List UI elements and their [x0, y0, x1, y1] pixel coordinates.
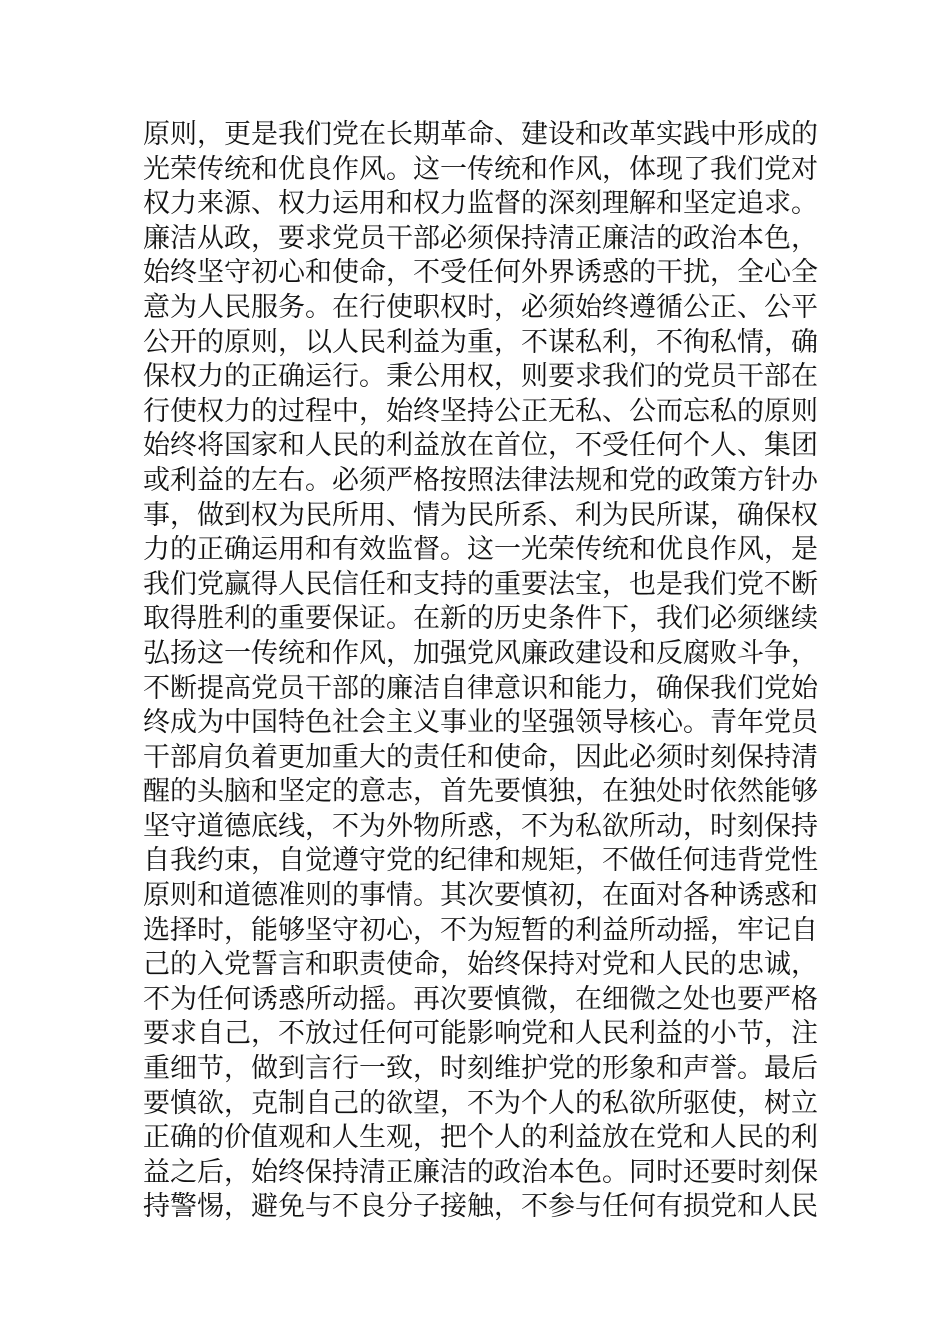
text-line: 要慎欲，克制自己的欲望，不为个人的私欲所驱使，树立 — [143, 1087, 818, 1119]
text-line: 行使权力的过程中，始终坚持公正无私、公而忘私的原则 — [143, 395, 818, 427]
body-text — [143, 118, 818, 1225]
text-line: 原则，更是我们党在长期革命、建设和改革实践中形成的 — [143, 119, 818, 150]
text-line: 持警惕，避免与不良分子接触，不参与任何有损党和人民 — [143, 1191, 818, 1223]
text-line: 益之后，始终保持清正廉洁的政治本色。同时还要时刻保 — [143, 1156, 818, 1188]
text-line: 力的正确运用和有效监督。这一光荣传统和优良作风，是 — [143, 534, 818, 566]
text-line: 选择时，能够坚守初心，不为短暂的利益所动摇，牢记自 — [143, 914, 818, 946]
text-line: 权力来源、权力运用和权力监督的深刻理解和坚定追求。 — [143, 188, 818, 220]
text-line: 自我约束，自觉遵守党的纪律和规矩，不做任何违背党性 — [143, 845, 818, 877]
text-line: 不为任何诱惑所动摇。再次要慎微，在细微之处也要严格 — [143, 983, 818, 1015]
text-line: 干部肩负着更加重大的责任和使命，因此必须时刻保持清 — [143, 741, 818, 773]
text-line: 始终坚守初心和使命，不受任何外界诱惑的干扰，全心全 — [143, 257, 818, 289]
text-line: 坚守道德底线，不为外物所惑，不为私欲所动，时刻保持 — [143, 810, 818, 842]
text-line: 始终将国家和人民的利益放在首位，不受任何个人、集团 — [143, 430, 818, 462]
text-line: 重细节，做到言行一致，时刻维护党的形象和声誉。最后 — [143, 1053, 818, 1085]
text-line: 终成为中国特色社会主义事业的坚强领导核心。青年党员 — [143, 707, 818, 739]
text-line: 原则和道德准则的事情。其次要慎初，在面对各种诱惑和 — [143, 880, 818, 912]
text-line: 弘扬这一传统和作风，加强党风廉政建设和反腐败斗争， — [143, 637, 818, 669]
text-line: 廉洁从政，要求党员干部必须保持清正廉洁的政治本色， — [143, 222, 818, 254]
text-line: 意为人民服务。在行使职权时，必须始终遵循公正、公平 — [143, 291, 818, 323]
text-line: 公开的原则，以人民利益为重，不谋私利，不徇私情，确 — [143, 326, 818, 358]
text-line: 保权力的正确运行。秉公用权，则要求我们的党员干部在 — [143, 361, 818, 393]
text-line: 要求自己，不放过任何可能影响党和人民利益的小节，注 — [143, 1018, 818, 1050]
text-line: 光荣传统和优良作风。这一传统和作风，体现了我们党对 — [143, 153, 818, 185]
text-line: 事，做到权为民所用、情为民所系、利为民所谋，确保权 — [143, 499, 818, 531]
text-line: 己的入党誓言和职责使命，始终保持对党和人民的忠诚， — [143, 949, 818, 981]
text-line: 取得胜利的重要保证。在新的历史条件下，我们必须继续 — [143, 603, 818, 635]
text-line: 或利益的左右。必须严格按照法律法规和党的政策方针办 — [143, 464, 818, 496]
text-line: 不断提高党员干部的廉洁自律意识和能力，确保我们党始 — [143, 672, 818, 704]
text-line: 我们党赢得人民信任和支持的重要法宝，也是我们党不断 — [143, 568, 818, 600]
text-line: 醒的头脑和坚定的意志，首先要慎独，在独处时依然能够 — [143, 776, 818, 808]
text-line: 正确的价值观和人生观，把个人的利益放在党和人民的利 — [143, 1122, 818, 1154]
